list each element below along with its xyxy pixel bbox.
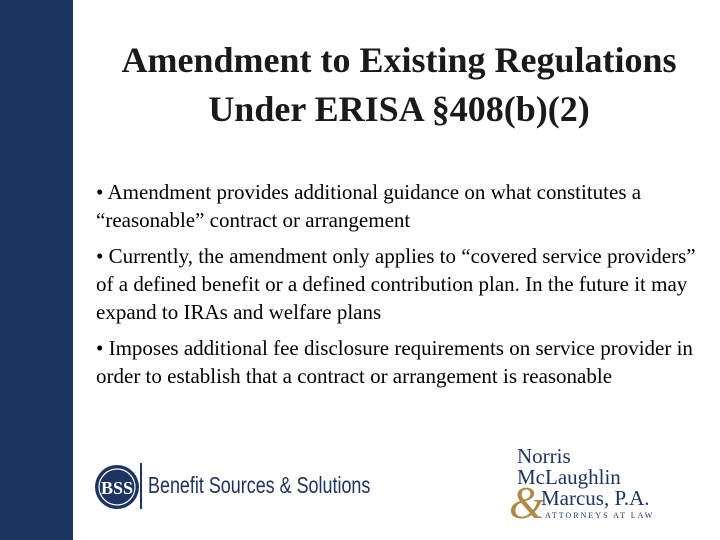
- bss-divider: [140, 463, 142, 509]
- firm-logo-line-3: Marcus, P.A.: [541, 486, 650, 510]
- bullet-item-3: • Imposes additional fee disclosure requirements on service provider in order to establish that a contract or arrangement is reasonable: [96, 336, 693, 388]
- firm-logo-ampersand: &: [509, 477, 545, 528]
- bullet-item-2: • Currently, the amendment only applies to “covered service providers” of a defined benefit or a defined contribution plan. In the future it may expand to IRAs and welfare plans: [96, 244, 696, 324]
- bullet-list: [96, 178, 706, 398]
- bss-logo-name: Benefit Sources & Solutions: [148, 472, 371, 498]
- slide-title: [78, 36, 720, 134]
- left-accent-bar: [0, 0, 73, 540]
- bss-monogram-text: BSS: [100, 478, 134, 498]
- bullet-item-1: • Amendment provides additional guidance on what constitutes a “reasonable” contract or arrangement: [96, 180, 642, 232]
- firm-logo-line-1: Norris: [517, 444, 571, 468]
- slide-title-line-1: Amendment to Existing Regulations: [121, 40, 677, 80]
- firm-logo-tagline: ATTORNEYS AT LAW: [545, 511, 655, 520]
- firm-logo-line-2: McLaughlin: [517, 465, 621, 489]
- slide-title-line-2: Under ERISA §408(b)(2): [208, 89, 590, 129]
